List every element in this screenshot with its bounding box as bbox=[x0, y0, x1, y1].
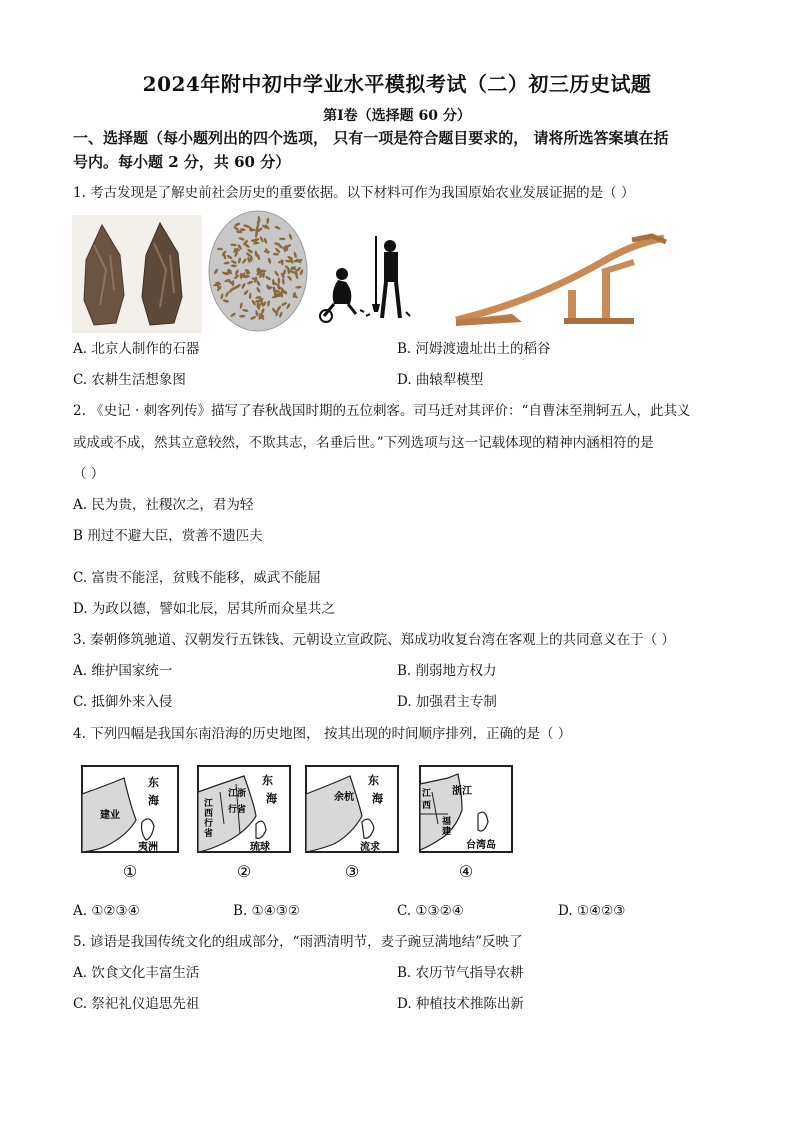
historical-map-3 bbox=[304, 764, 400, 884]
q1-stem: 1. 考古发现是了解史前社会历史的重要依据。以下材料可作为我国原始农业发展证据的是（ ） bbox=[73, 185, 635, 201]
q5-option-d[interactable]: D. 种植技术推陈出新 bbox=[397, 996, 524, 1012]
q4-option-c[interactable]: C. ①③②④ bbox=[397, 903, 464, 919]
q2-stem-line3: （ ） bbox=[73, 466, 105, 482]
q2-stem-line2: 或成或不成，然其立意较然，不欺其志，名垂后世。”下列选项与这一记载体现的精神内涵相符的是 bbox=[73, 435, 654, 451]
q3-stem: 3. 秦朝修筑驰道、汉朝发行五铢钱、元朝设立宣政院、郑成功收复台湾在客观上的共同意义在于（ ） bbox=[73, 632, 675, 648]
map4-label-jian: 建 bbox=[442, 827, 452, 837]
map2-label-xi: 西 bbox=[204, 809, 214, 819]
q5-option-a[interactable]: A. 饮食文化丰富生活 bbox=[73, 965, 200, 981]
section-heading-line1: 一、选择题（每小题列出的四个选项， 只有一项是符合题目要求的， 请将所选答案填在括 bbox=[73, 129, 669, 147]
q3-option-b[interactable]: B. 削弱地方权力 bbox=[397, 663, 497, 679]
historical-map-1 bbox=[80, 764, 180, 884]
map4-label-taiwan: 台湾岛 bbox=[466, 840, 496, 851]
q4-option-a[interactable]: A. ①②③④ bbox=[73, 903, 140, 919]
stone-tools-image bbox=[72, 215, 202, 333]
q2-option-c[interactable]: C. 富贵不能淫，贫贱不能移，威武不能屈 bbox=[73, 570, 321, 586]
q5-stem: 5. 谚语是我国传统文化的组成部分，“雨洒清明节，麦子豌豆满地结”反映了 bbox=[73, 934, 523, 950]
map2-number: ② bbox=[236, 862, 252, 881]
q3-option-c[interactable]: C. 抵御外来入侵 bbox=[73, 694, 173, 710]
map3-label-yuhang: 余杭 bbox=[334, 792, 354, 803]
map1-label-dong: 东 bbox=[148, 776, 159, 789]
map1-number: ① bbox=[122, 862, 138, 881]
farming-life-illustration bbox=[312, 232, 422, 324]
map4-number: ④ bbox=[458, 862, 474, 881]
map3-number: ③ bbox=[344, 862, 360, 881]
section-subtitle: 第Ⅰ卷（选择题 60 分） bbox=[323, 108, 471, 124]
map4-label-xi: 西 bbox=[422, 801, 432, 811]
q2-option-a[interactable]: A. 民为贵，社稷次之，君为轻 bbox=[73, 497, 254, 513]
map2-label-dong: 东 bbox=[262, 774, 273, 787]
map3-label-hai: 海 bbox=[372, 792, 383, 805]
q2-option-d[interactable]: D. 为政以德，譬如北辰，居其所而众星共之 bbox=[73, 601, 335, 617]
q4-stem: 4. 下列四幅是我国东南沿海的历史地图， 按其出现的时间顺序排列，正确的是（ ） bbox=[73, 726, 572, 742]
map2-label-hai: 海 bbox=[266, 792, 277, 805]
map3-label-dong: 东 bbox=[368, 774, 379, 787]
map2-label-liuqiu: 琉球 bbox=[250, 842, 270, 853]
q1-option-c[interactable]: C. 农耕生活想象图 bbox=[73, 372, 186, 388]
q1-option-a[interactable]: A. 北京人制作的石器 bbox=[73, 341, 200, 357]
map3-label-liuqiu: 流求 bbox=[360, 842, 380, 853]
rice-grains-image bbox=[208, 210, 308, 332]
map4-label-zhejiang: 浙江 bbox=[452, 786, 472, 797]
q5-option-b[interactable]: B. 农历节气指导农耕 bbox=[397, 965, 524, 981]
map2-label-sheng: 省 bbox=[204, 829, 214, 839]
map2-label-xingsheng: 行省 bbox=[228, 805, 247, 815]
section-heading-line2: 号内。每小题 2 分，共 60 分） bbox=[73, 153, 291, 171]
q2-stem-line1: 2. 《史记 · 刺客列传》描写了春秋战国时期的五位刺客。司马迁对其评价：“自曹沫至荆轲五人，此其义 bbox=[73, 403, 691, 419]
map2-label-jiang: 江 bbox=[204, 799, 214, 809]
q1-option-d[interactable]: D. 曲辕犁模型 bbox=[397, 372, 484, 388]
curved-plough-model-image bbox=[452, 232, 672, 330]
q3-option-a[interactable]: A. 维护国家统一 bbox=[73, 663, 173, 679]
map1-label-hai: 海 bbox=[148, 794, 159, 807]
historical-map-2 bbox=[196, 764, 292, 884]
q4-option-d[interactable]: D. ①④②③ bbox=[558, 903, 626, 919]
q2-option-b[interactable]: B 刑过不避大臣，赏善不遗匹夫 bbox=[73, 528, 263, 544]
map1-label-jianye: 建业 bbox=[100, 810, 120, 821]
historical-map-4 bbox=[418, 764, 514, 884]
map4-label-jiang: 江 bbox=[422, 789, 432, 799]
q4-option-b[interactable]: B. ①④③② bbox=[233, 903, 300, 919]
map2-label-xing: 行 bbox=[204, 819, 214, 829]
map4-label-fu: 福 bbox=[442, 817, 452, 827]
map2-label-jiangzhe: 江浙 bbox=[228, 789, 247, 799]
q5-option-c[interactable]: C. 祭祀礼仪追思先祖 bbox=[73, 996, 200, 1012]
q1-option-b[interactable]: B. 河姆渡遗址出土的稻谷 bbox=[397, 341, 551, 357]
map1-label-yizhou: 夷洲 bbox=[138, 842, 158, 853]
q3-option-d[interactable]: D. 加强君主专制 bbox=[397, 694, 497, 710]
page-title: 2024年附中初中学业水平模拟考试（二）初三历史试题 bbox=[142, 72, 652, 96]
